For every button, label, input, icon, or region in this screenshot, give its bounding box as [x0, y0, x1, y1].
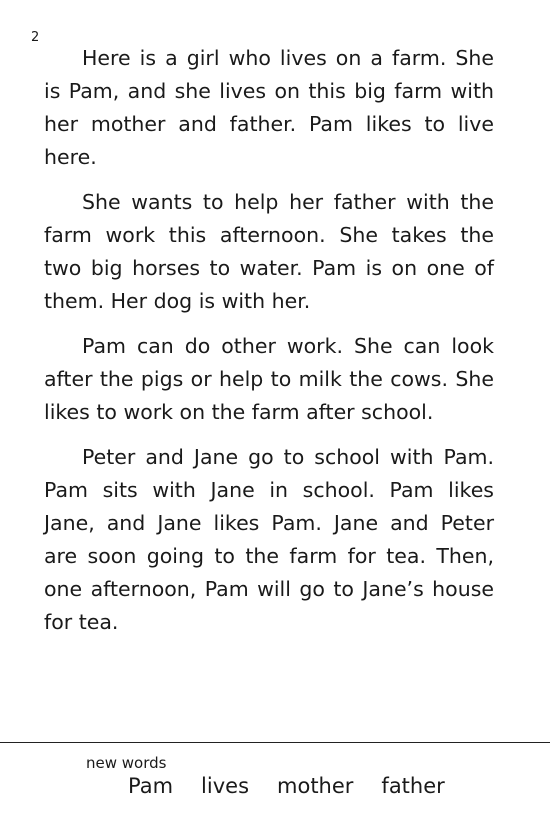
story-text: [44, 42, 494, 651]
paragraph-4: Peter and Jane go to school with Pam. Pam sits with Jane in school. Pam likes Jane, and Jane likes Pam. Jane and Peter are soon going to the farm for tea. Then, one afternoon, Pam will go to Jane’s house for tea.: [44, 445, 494, 634]
new-word: Pam: [128, 774, 174, 798]
footer-divider: [0, 742, 550, 743]
paragraph-3: Pam can do other work. She can look after the pigs or help to milk the cows. She likes to work on the farm after school.: [44, 334, 494, 424]
new-word: mother: [277, 774, 354, 798]
new-word: lives: [201, 774, 250, 798]
new-words-label: new words: [86, 754, 167, 772]
new-words-list: [128, 772, 445, 800]
paragraph-1: Here is a girl who lives on a farm. She is Pam, and she lives on this big farm with her mother and father. Pam likes to live here.: [44, 46, 494, 169]
new-word: father: [381, 774, 445, 798]
page-number: 2: [31, 30, 40, 45]
paragraph-2: She wants to help her father with the farm work this afternoon. She takes the two big horses to water. Pam is on one of them. Her dog is with her.: [44, 190, 494, 313]
